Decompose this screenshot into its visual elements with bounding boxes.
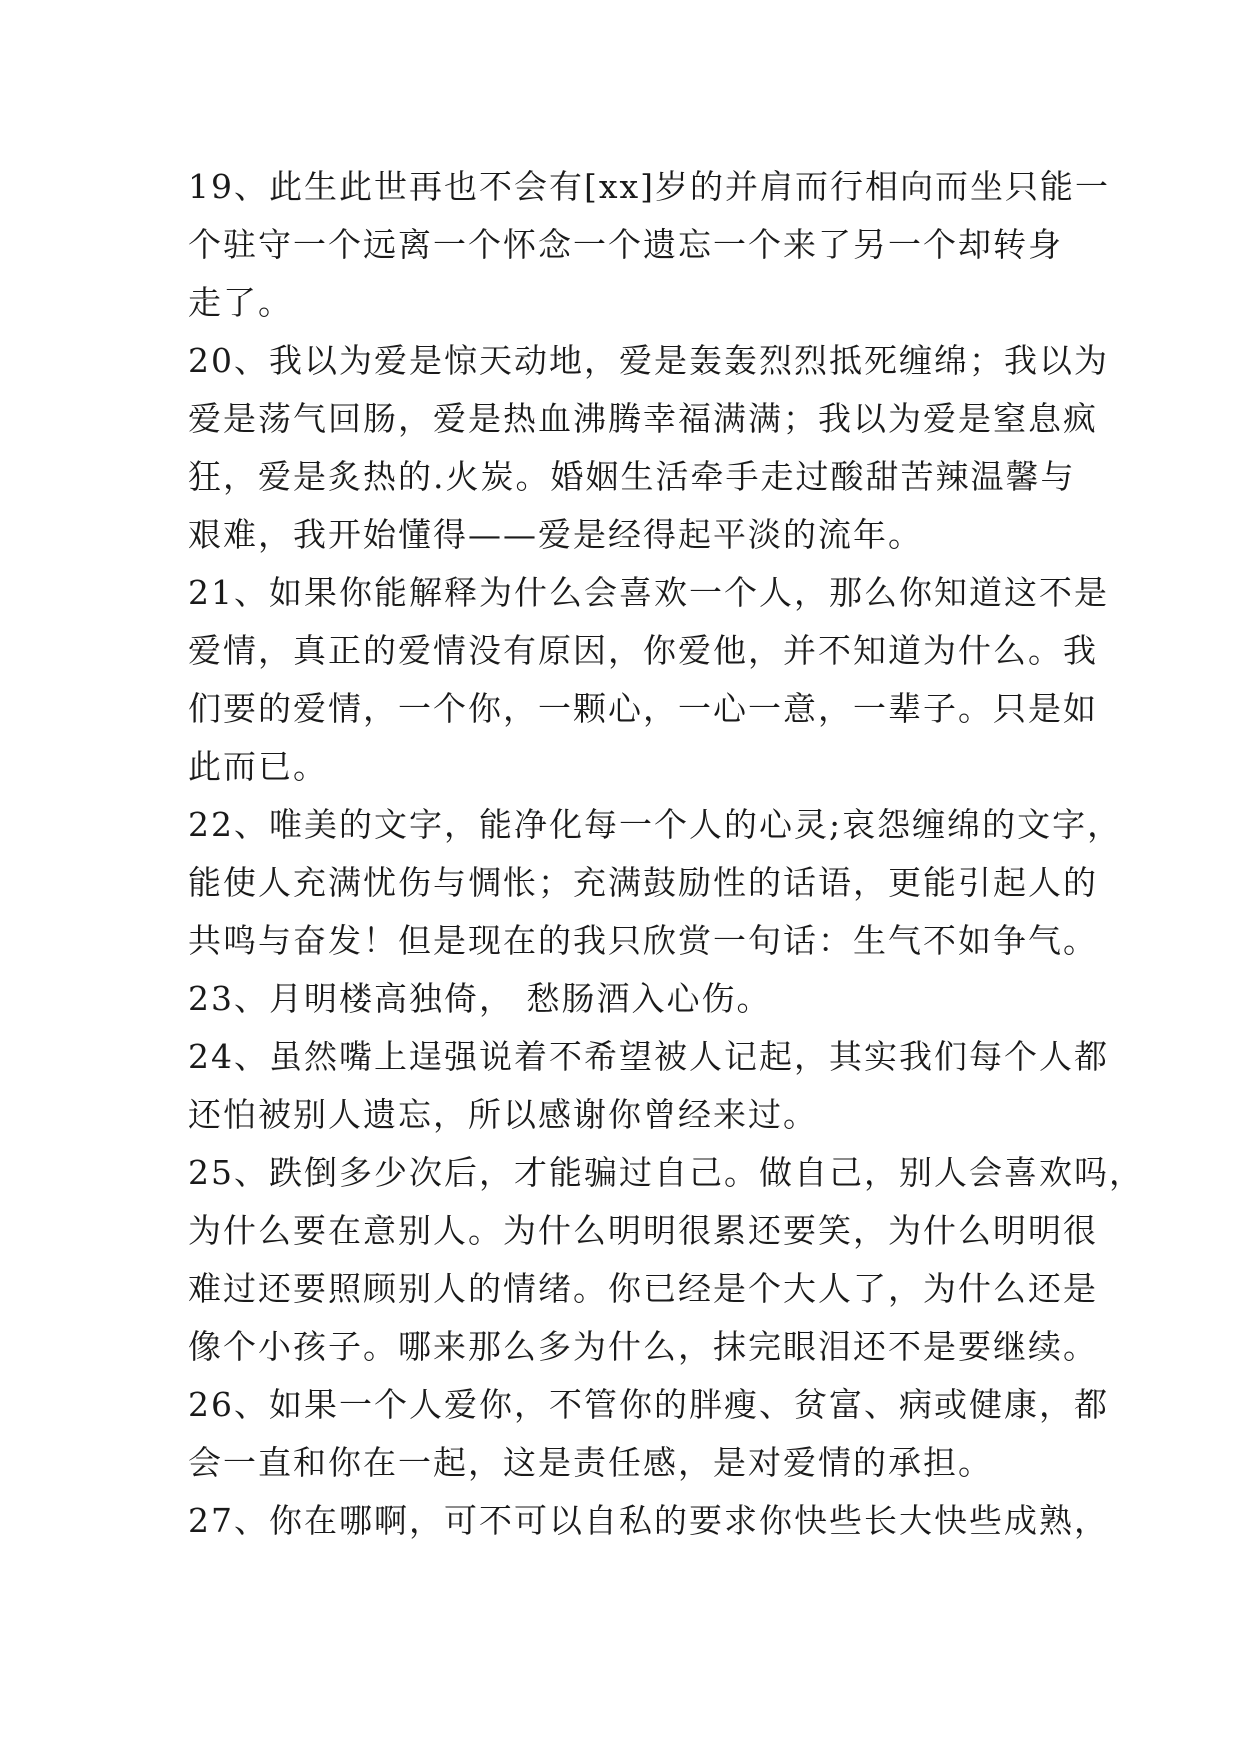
text-line: 还怕被别人遗忘，所以感谢你曾经来过。 — [188, 1095, 818, 1134]
text-line: 21、如果你能解释为什么会喜欢一个人，那么你知道这不是 — [188, 573, 1109, 612]
text-line: 会一直和你在一起，这是责任感，是对爱情的承担。 — [188, 1443, 993, 1482]
text-line: 爱是荡气回肠，爱是热血沸腾幸福满满；我以为爱是窒息疯 — [188, 399, 1098, 438]
text-line: 们要的爱情，一个你，一颗心，一心一意，一辈子。只是如 — [188, 689, 1098, 728]
text-line: 23、月明楼高独倚， 愁肠酒入心伤。 — [188, 979, 772, 1018]
text-line: 22、唯美的文字，能净化每一个人的心灵;哀怨缠绵的文字， — [188, 805, 1123, 844]
text-line: 26、如果一个人爱你，不管你的胖瘦、贫富、病或健康，都 — [188, 1385, 1109, 1424]
text-line: 20、我以为爱是惊天动地，爱是轰轰烈烈抵死缠绵；我以为 — [188, 341, 1109, 380]
text-line: 个驻守一个远离一个怀念一个遗忘一个来了另一个却转身 — [188, 225, 1063, 264]
text-line: 难过还要照顾别人的情绪。你已经是个大人了，为什么还是 — [188, 1269, 1098, 1308]
text-line: 为什么要在意别人。为什么明明很累还要笑，为什么明明很 — [188, 1211, 1098, 1250]
text-line: 19、此生此世再也不会有[xx]岁的并肩而行相向而坐只能一 — [188, 167, 1110, 206]
text-line: 27、你在哪啊，可不可以自私的要求你快些长大快些成熟， — [188, 1501, 1109, 1540]
text-line: 走了。 — [188, 283, 293, 322]
text-line: 共鸣与奋发！但是现在的我只欣赏一句话：生气不如争气。 — [188, 921, 1098, 960]
text-line: 此而已。 — [188, 747, 328, 786]
text-line: 艰难，我开始懂得——爱是经得起平淡的流年。 — [188, 515, 923, 554]
text-line: 24、虽然嘴上逞强说着不希望被人记起，其实我们每个人都 — [188, 1037, 1109, 1076]
text-line: 爱情，真正的爱情没有原因，你爱他，并不知道为什么。我 — [188, 631, 1098, 670]
document-body — [188, 158, 1144, 1550]
text-line: 狂，爱是炙热的.火炭。婚姻生活牵手走过酸甜苦辣温馨与 — [188, 457, 1076, 496]
text-line: 25、跌倒多少次后，才能骗过自己。做自己，别人会喜欢吗， — [188, 1153, 1144, 1192]
text-line: 能使人充满忧伤与惆怅；充满鼓励性的话语，更能引起人的 — [188, 863, 1098, 902]
text-line: 像个小孩子。哪来那么多为什么，抹完眼泪还不是要继续。 — [188, 1327, 1098, 1366]
